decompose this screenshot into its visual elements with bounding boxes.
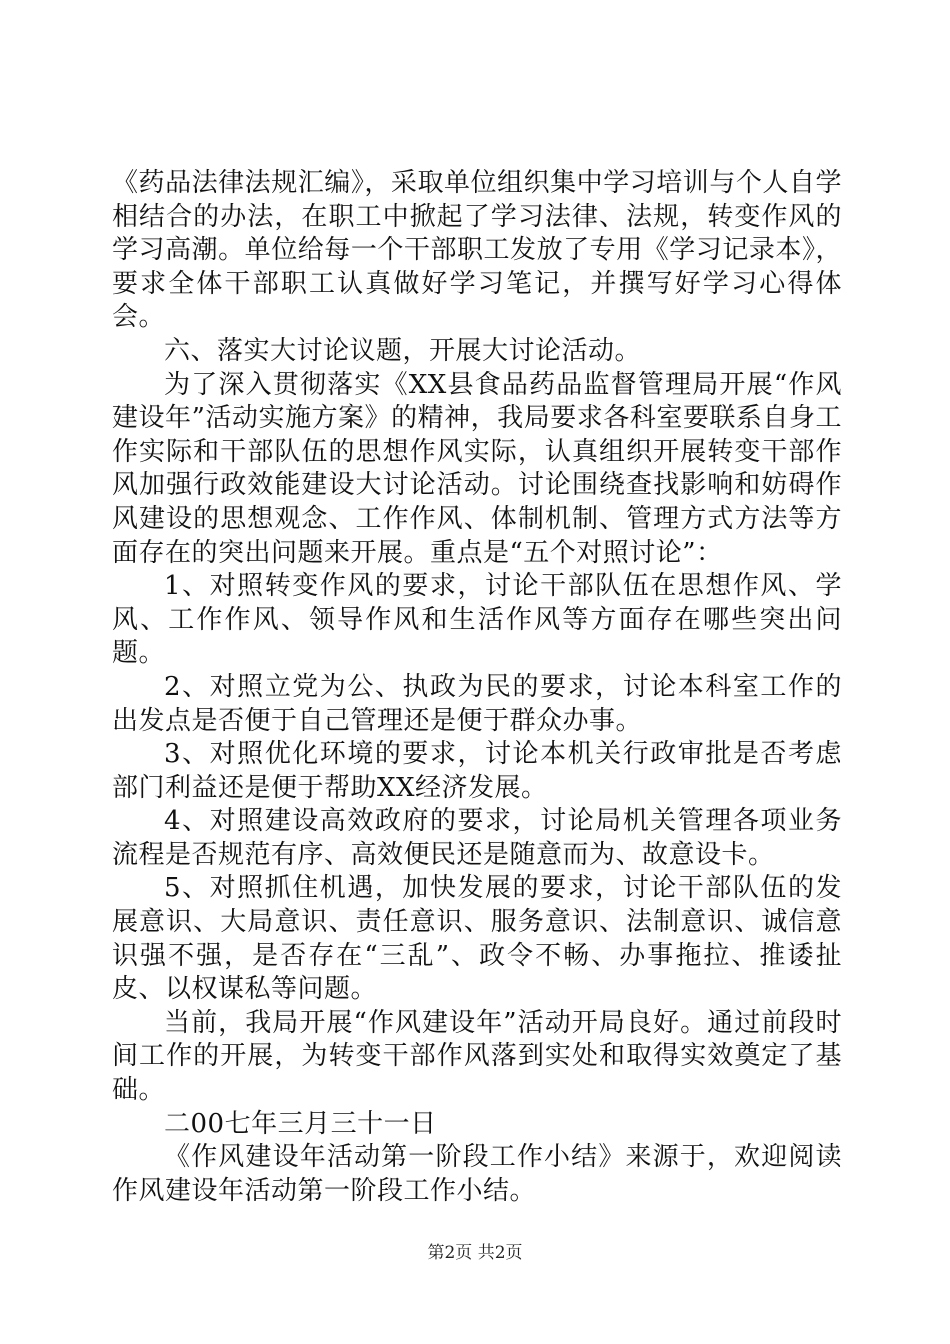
list-item-1: 1、对照转变作风的要求，讨论干部队伍在思想作风、学风、工作作风、领导作风和生活作风等方面存在哪些突出问题。	[112, 571, 842, 669]
paragraph-study-summary: 《药品法律法规汇编》，采取单位组织集中学习培训与个人自学相结合的办法，在职工中掀起了学习法律、法规，转变作风的学习高潮。单位给每一个干部职工发放了专用《学习记录本》，要求全体干部职工认真做好学习笔记，并撰写好学习心得体会。	[112, 168, 842, 333]
document-body	[112, 167, 842, 1208]
paragraph-conclusion: 当前，我局开展“作风建设年”活动开局良好。通过前段时间工作的开展，为转变干部作风落到实处和取得实效奠定了基础。	[112, 1007, 842, 1106]
list-item-3: 3、对照优化环境的要求，讨论本机关行政审批是否考虑部门利益还是便于帮助XX经济发展。	[112, 739, 842, 803]
section-heading-discussion: 六、落实大讨论议题，开展大讨论活动。	[164, 335, 642, 366]
paragraph-discussion-intro: 为了深入贯彻落实《XX县食品药品监督管理局开展“作风建设年”活动实施方案》的精神，我局要求各科室要联系自身工作实际和干部队伍的思想作风实际，认真组织开展转变干部作风加强行政效能建设大讨论活动。讨论围绕查找影响和妨碍作风建设的思想观念、工作作风、体制机制、管理方式方法等方面存在的突出问题来开展。重点是“五个对照讨论”：	[112, 369, 842, 568]
page-number-footer: 第2页 共2页	[427, 1243, 523, 1263]
document-date: 二00七年三月三十一日	[164, 1108, 437, 1139]
list-item-2: 2、对照立党为公、执政为民的要求，讨论本科室工作的出发点是否便于自己管理还是便于群众办事。	[112, 671, 842, 736]
list-item-5: 5、对照抓住机遇，加快发展的要求，讨论干部队伍的发展意识、大局意识、责任意识、服务意识、法制意识、诚信意识强不强，是否存在“三乱”、政令不畅、办事拖拉、推诿扯皮、以权谋私等问题。	[112, 873, 842, 1005]
list-item-4: 4、对照建设高效政府的要求，讨论局机关管理各项业务流程是否规范有序、高效便民还是随意而为、故意设卡。	[112, 806, 842, 870]
source-note: 《作风建设年活动第一阶段工作小结》来源于，欢迎阅读作风建设年活动第一阶段工作小结。	[112, 1142, 842, 1206]
